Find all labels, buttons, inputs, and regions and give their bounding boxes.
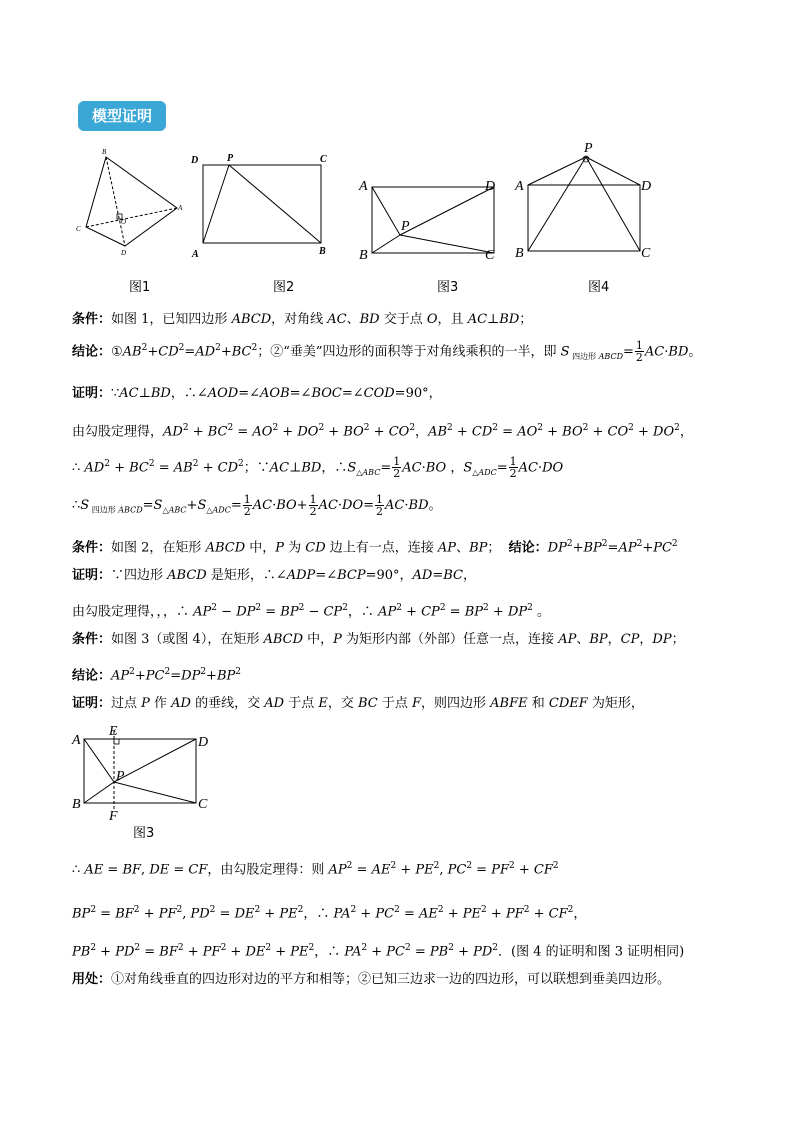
figure-2-caption: 图2 (273, 280, 295, 295)
block3-conclusion: 结论：$AP^2+PC^2=DP^2+BP^2$ (72, 667, 241, 684)
block3-proof-1: 证明：过点 P 作 AD 的垂线，交 AD 于点 E，交 BC 于点 F，则四边形 ABFE 和 CDEF 为矩形， (72, 696, 644, 711)
block1-conclusion: 结论：$①AB^2+CD^2=AD^2+BC^2$；②“垂美”四边形的面积等于对角线乘积的一半，即 S $_{四边形 ABCD}$= $\frac{1}{2}$ AC·BD。 (72, 339, 702, 365)
figure-4 (512, 140, 662, 265)
figure-3-proof (68, 722, 218, 822)
label-c: C (76, 225, 81, 233)
block3-proof-2: ∴ AE = BF, DE = CF，由勾股定理得：则 $AP^2 = AE^2 + PE^2$, $PC^2 = PF^2 + CF^2$ (72, 861, 559, 878)
svg-text:P: P (227, 153, 234, 164)
block2-proof-2: 由勾股定理得，，，∴ $AP^2 - DP^2 = BP^2 - CP^2$，∴ $AP^2 + CP^2 = BP^2 + DP^2$ 。 (72, 603, 550, 620)
svg-text:B: B (319, 246, 326, 257)
svg-text:D: D (641, 179, 652, 194)
figure-3-proof-caption: 图3 (133, 826, 155, 841)
figure-2 (188, 150, 338, 260)
svg-text:A: A (515, 179, 524, 194)
figure-4-caption: 图4 (588, 280, 610, 295)
block1-condition: 条件：如图 1，已知四边形 ABCD，对角线 AC、BD 交于点 O，且 AC⊥BD； (72, 312, 533, 327)
label-d: D (121, 249, 127, 255)
figure-1 (70, 145, 190, 255)
figure-3-caption: 图3 (437, 280, 459, 295)
svg-text:C: C (641, 246, 651, 261)
svg-text:D: D (191, 155, 199, 166)
figure-1-caption: 图1 (129, 280, 151, 295)
block3-proof-4: $PB^2 + PD^2 = BF^2 + PF^2 + DE^2 + PE^2$，∴ $PA^2 + PC^2 = PB^2 + PD^2$．(图 4 的证明和图 3 证明相同) (72, 943, 685, 960)
usage-line: 用处：①对角线垂直的四边形对边的平方和相等；②已知三边求一边的四边形，可以联想到垂美四边形。 (72, 972, 671, 987)
svg-text:D: D (485, 179, 496, 194)
label-b: B (102, 148, 107, 156)
svg-text:E: E (109, 724, 118, 739)
svg-text:P: P (116, 769, 125, 784)
svg-text:B: B (515, 246, 524, 261)
block1-proof-4: ∴S $_{四边形 ABCD}=S_{\triangle ABC}+S_{\triangle ADC}=$ $\frac{1}{2}$ AC·BO+ $\frac{1}{2}$ AC·DO= $\frac{1}{2}$ AC·BD。 (72, 493, 442, 518)
svg-text:P: P (401, 219, 410, 234)
svg-text:D: D (198, 735, 209, 750)
svg-text:C: C (320, 154, 327, 165)
block1-proof-1: 证明：∵AC⊥BD，∴∠AOD=∠AOB=∠BOC=∠COD=90°， (72, 386, 442, 401)
svg-text:P: P (584, 141, 593, 156)
svg-text:B: B (359, 248, 368, 263)
block3-proof-3: $BP^2 = BF^2 + PF^2$, $PD^2 = DE^2 + PE^2$，∴ $PA^2 + PC^2 = AE^2 + PE^2 + PF^2 + CF^2$， (72, 905, 587, 922)
block1-proof-3: ∴ $AD^2 + BC^2 = AB^2 + CD^2$；∵AC⊥BD，$\therefore S_{\triangle ABC}=$ $\frac{1}{2}$ AC·BO ，$S_{\triangle ADC}=$ $\frac{1}{2}$ AC·DO (72, 455, 564, 481)
svg-text:B: B (72, 797, 81, 812)
svg-text:C: C (485, 248, 495, 263)
label-a: A (178, 204, 183, 212)
block2-proof-1: 证明：∵四边形 ABCD 是矩形，∴∠ADP=∠BCP=90°，AD=BC， (72, 568, 477, 583)
svg-text:F: F (109, 809, 118, 822)
svg-text:A: A (359, 179, 368, 194)
block1-proof-2: 由勾股定理得，$AD^2 + BC^2 = AO^2 + DO^2 + BO^2 + CO^2$，$AB^2 + CD^2 = AO^2 + BO^2 + CO^2 + DO^2$， (72, 423, 693, 440)
block3-condition: 条件：如图 3（或图 4），在矩形 ABCD 中，P 为矩形内部（外部）任意一点，连接 AP、BP，CP，DP； (72, 632, 685, 647)
section-badge: 模型证明 (78, 101, 166, 131)
figure-3 (355, 175, 505, 265)
svg-text:A: A (72, 733, 81, 748)
block2-condition: 条件：如图 2，在矩形 ABCD 中，P 为 CD 边上有一点，连接 AP、BP； 结论：$DP^2+BP^2=AP^2+PC^2$ (72, 539, 678, 556)
svg-text:C: C (198, 797, 208, 812)
label-o: O (121, 218, 127, 226)
svg-text:A: A (192, 249, 199, 260)
